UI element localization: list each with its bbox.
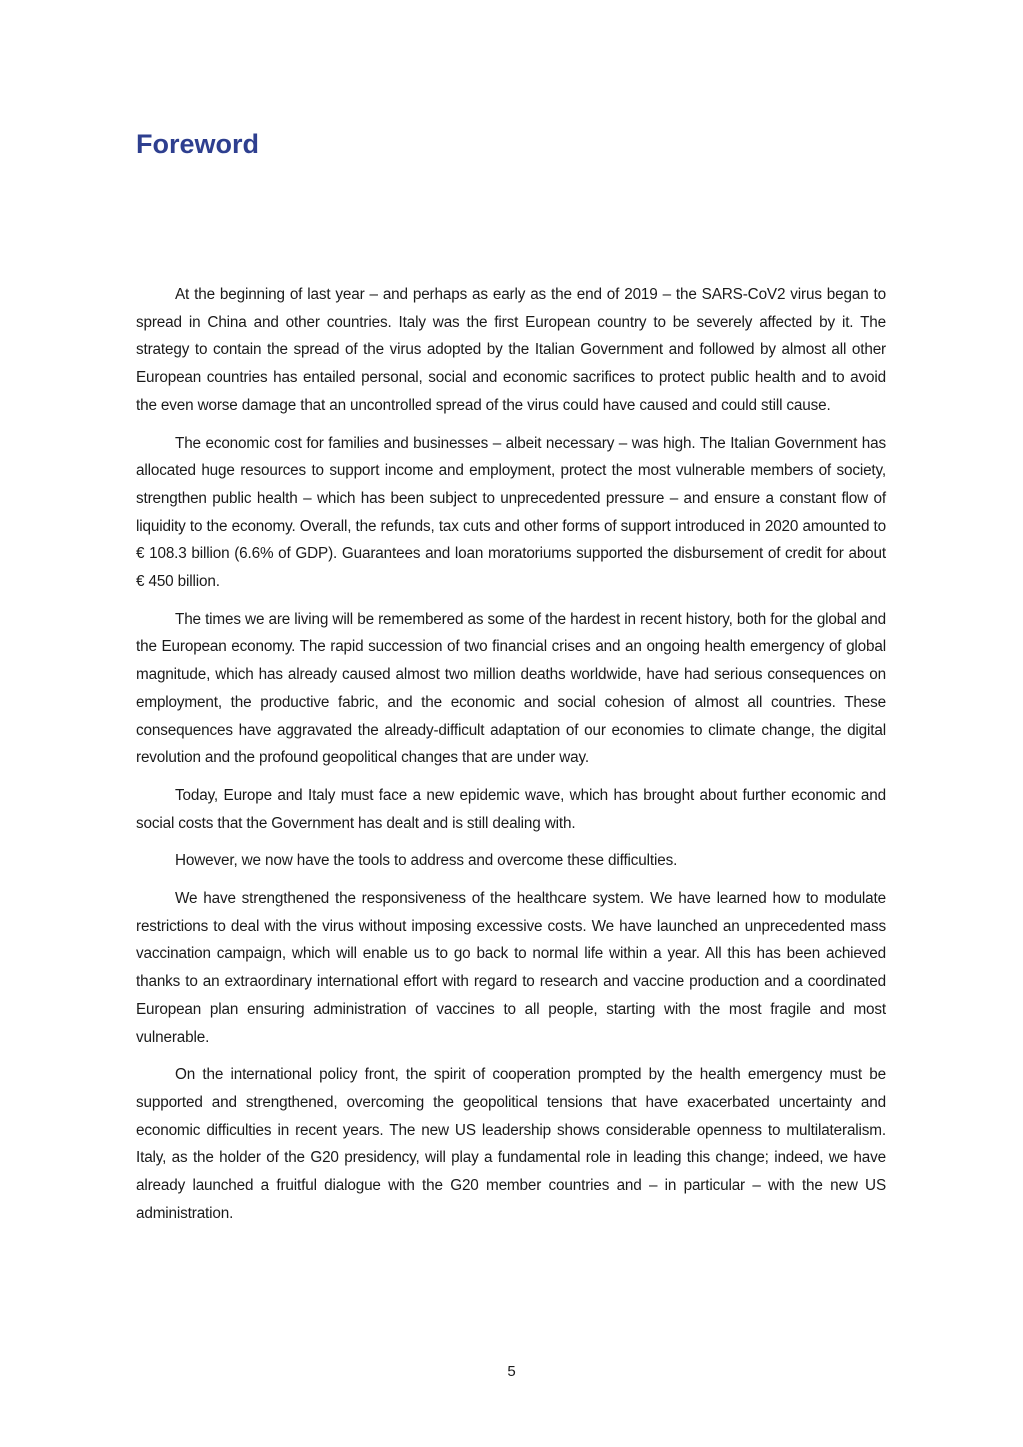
page-number: 5 [507, 1363, 516, 1380]
paragraph-5: However, we now have the tools to address and overcome these difficulties. [175, 852, 678, 870]
paragraph-1: At the beginning of last year – and perhaps as early as the end of 2019 – the SARS-CoV2 virus began to spread in China and other countries. Italy was the first European country to be severely affected by it. The strategy to contain the spread of the virus adopted by the Italian Government and followed by almost all other European countries has entailed personal, social and economic sacrifices to protect public health and to avoid the even worse damage that an uncontrolled spread of the virus could have caused and could still cause. [136, 286, 886, 414]
page-title: Foreword [136, 129, 260, 159]
paragraph-2: The economic cost for families and businesses – albeit necessary – was high. The Italian Government has allocated huge resources to support income and employment, protect the most vulnerable members of society, strengthen public health – which has been subject to unprecedented pressure – and ensure a constant flow of liquidity to the economy. Overall, the refunds, tax cuts and other forms of support introduced in 2020 amounted to € 108.3 billion (6.6% of GDP). Guarantees and loan moratoriums supported the disbursement of credit for about € 450 billion. [136, 434, 886, 591]
paragraph-6: We have strengthened the responsiveness of the healthcare system. We have learned how to modulate restrictions to deal with the virus without imposing excessive costs. We have launched an unprecedented mass vaccination campaign, which will enable us to go back to normal life within a year. All this has been achieved thanks to an extraordinary international effort with regard to research and vaccine production and a coordinated European plan ensuring administration of vaccines to all people, starting with the most fragile and most vulnerable. [136, 890, 886, 1046]
paragraph-3: The times we are living will be remembered as some of the hardest in recent history, both for the global and the European economy. The rapid succession of two financial crises and an ongoing health emergency of global magnitude, which has already caused almost two million deaths worldwide, have had serious consequences on employment, the productive fabric, and the economic and social cohesion of almost all countries. These consequences have aggravated the already-difficult adaptation of our economies to climate change, the digital revolution and the profound geopolitical changes that are under way. [136, 610, 886, 767]
foreword-body [136, 281, 886, 1238]
paragraph-4: Today, Europe and Italy must face a new epidemic wave, which has brought about further economic and social costs that the Government has dealt and is still dealing with. [136, 786, 886, 832]
paragraph-7: On the international policy front, the spirit of cooperation prompted by the health emergency must be supported and strengthened, overcoming the geopolitical tensions that have exacerbated uncertainty and economic difficulties in recent years. The new US leadership shows considerable openness to multilateralism. Italy, as the holder of the G20 presidency, will play a fundamental role in leading this change; indeed, we have already launched a fruitful dialogue with the G20 member countries and – in particular – with the new US administration. [136, 1066, 886, 1222]
